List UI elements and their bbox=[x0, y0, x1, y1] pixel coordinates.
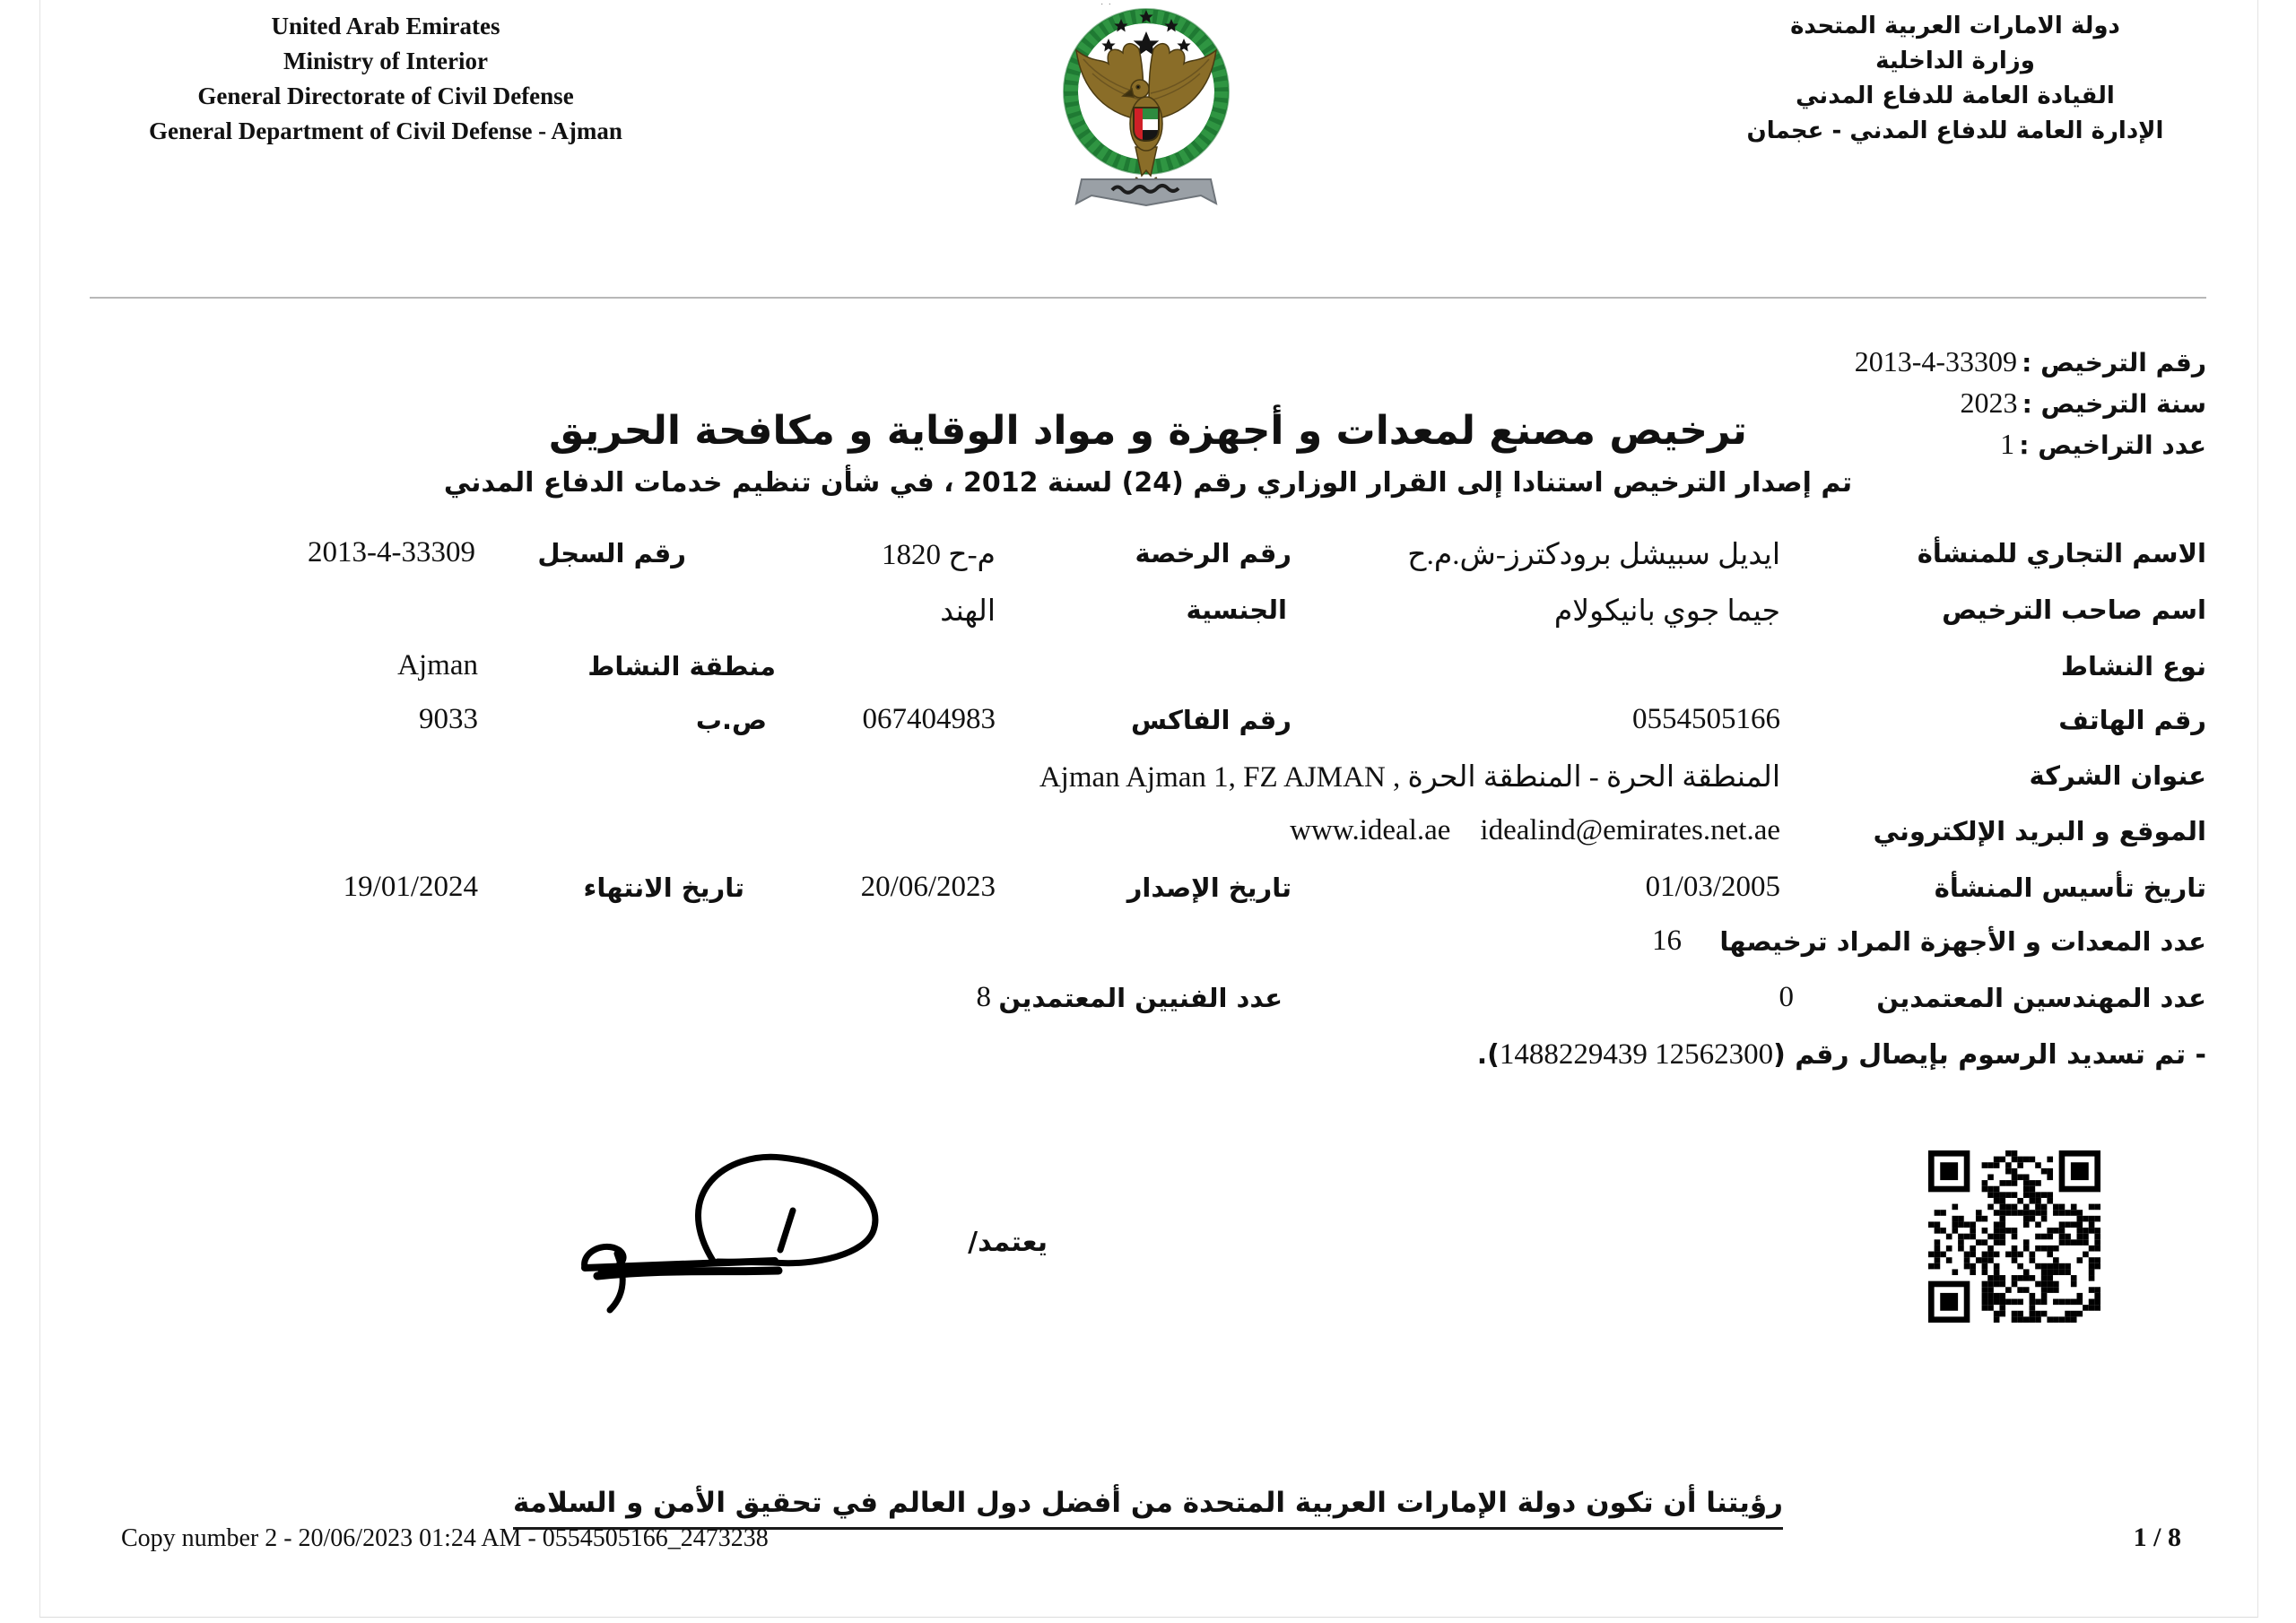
header-english-block bbox=[90, 9, 682, 149]
scan-page-edge bbox=[39, 0, 2258, 1618]
field-value-equipment-count: 16 bbox=[1652, 924, 1682, 957]
field-label-owner-name: اسم صاحب الترخيص bbox=[1942, 595, 2206, 625]
document-subtitle: تم إصدار الترخيص استنادا إلى القرار الوزاري رقم (24) لسنة 2012 ، في شأن تنظيم خدمات الدفاع المدني bbox=[443, 467, 1853, 499]
field-label-record-no: رقم السجل bbox=[537, 538, 686, 568]
field-value-website-email: www.ideal.ae idealind@emirates.net.ae bbox=[1290, 814, 1780, 846]
license-count-label: عدد التراخيص : bbox=[2019, 430, 2206, 460]
license-count-value: 1 bbox=[2000, 428, 2015, 460]
fee-note-prefix: - تم تسديد الرسوم بإيصال رقم ( bbox=[1773, 1039, 2206, 1071]
footer-page-indicator: 1 / 8 bbox=[2133, 1523, 2181, 1552]
handwritten-signature-icon bbox=[538, 1146, 1130, 1375]
field-value-phone: 0554505166 bbox=[1632, 703, 1780, 735]
field-label-po-box: ص.ب bbox=[695, 705, 767, 735]
vision-statement-wrap bbox=[90, 1487, 2206, 1530]
field-label-nationality: الجنسية bbox=[1186, 595, 1287, 625]
license-number-line bbox=[1855, 345, 2206, 378]
field-label-phone: رقم الهاتف bbox=[2058, 705, 2206, 735]
header-en-ministry: Ministry of Interior bbox=[283, 48, 488, 74]
field-value-nationality: الهند bbox=[940, 595, 996, 628]
field-value-license-no: م-ح 1820 bbox=[882, 539, 996, 571]
emblem-flag-shield bbox=[1134, 108, 1161, 143]
fee-note-suffix: ). bbox=[1476, 1039, 1500, 1071]
header-en-department: General Department of Civil Defense - Ajman bbox=[149, 117, 622, 144]
document-title: ترخيص مصنع لمعدات و أجهزة و مواد الوقاية و مكافحة الحريق bbox=[549, 408, 1747, 454]
vision-statement: رؤيتنا أن تكون دولة الإمارات العربية المتحدة من أفضل دول العالم في تحقيق الأمن و السلامة bbox=[513, 1487, 1783, 1530]
field-label-expiry-date: تاريخ الانتهاء bbox=[583, 872, 744, 903]
field-value-activity-area: Ajman bbox=[397, 649, 478, 681]
field-label-website-email: الموقع و البريد الإلكتروني bbox=[1873, 816, 2206, 846]
qr-code bbox=[1928, 1150, 2100, 1323]
field-label-activity-area: منطقة النشاط bbox=[587, 651, 776, 681]
footer-copy-line: Copy number 2 - 20/06/2023 01:24 AM - 0554505166_2473238 bbox=[121, 1524, 769, 1552]
field-label-company-address: عنوان الشركة bbox=[2029, 760, 2206, 791]
field-value-trade-name: ايديل سبيشل برودكترز-ش.م.ح bbox=[1407, 539, 1780, 571]
fee-receipt-note bbox=[1477, 1038, 2206, 1072]
field-label-activity-type: نوع النشاط bbox=[2060, 651, 2206, 681]
header-ar-directorate: القيادة العامة للدفاع المدني bbox=[1796, 82, 2115, 109]
field-value-owner-name: جيما جوي بانيكولام bbox=[1553, 595, 1780, 628]
field-value-expiry-date: 19/01/2024 bbox=[343, 871, 478, 903]
emblem-banner bbox=[1076, 179, 1216, 205]
header-ar-department: الإدارة العامة للدفاع المدني - عجمان bbox=[1746, 117, 2164, 144]
uae-moi-falcon-emblem-icon bbox=[1051, 4, 1241, 212]
header-ar-ministry: وزارة الداخلية bbox=[1875, 48, 2035, 74]
field-value-issue-date: 20/06/2023 bbox=[860, 871, 996, 903]
field-label-establish-date: تاريخ تأسيس المنشأة bbox=[1934, 872, 2206, 903]
field-value-company-address: المنطقة الحرة - المنطقة الحرة , Ajman Ajman 1, FZ AJMAN bbox=[1039, 761, 1780, 794]
header-separator bbox=[90, 297, 2206, 299]
field-label-fax: رقم الفاكس bbox=[1131, 705, 1292, 735]
field-label-license-no: رقم الرخصة bbox=[1135, 538, 1292, 568]
field-label-issue-date: تاريخ الإصدار bbox=[1126, 872, 1292, 903]
fee-receipt-number: 12562300 1488229439 bbox=[1499, 1038, 1774, 1071]
field-label-equipment-count: عدد المعدات و الأجهزة المراد ترخيصها bbox=[1719, 926, 2206, 957]
license-number-value: 2013-4-33309 bbox=[1854, 345, 2018, 378]
field-label-engineers-count: عدد المهندسين المعتمدين bbox=[1876, 983, 2206, 1013]
field-value-engineers-count: 0 bbox=[1779, 981, 1794, 1013]
license-year-value: 2023 bbox=[1960, 386, 2018, 419]
field-value-po-box: 9033 bbox=[419, 703, 478, 735]
field-value-fax: 067404983 bbox=[862, 703, 996, 735]
header-en-country: United Arab Emirates bbox=[271, 13, 500, 39]
field-label-trade-name: الاسم التجاري للمنشأة bbox=[1917, 538, 2206, 568]
license-year-label: سنة الترخيص : bbox=[2022, 389, 2206, 419]
approved-by-label: يعتمد/ bbox=[968, 1227, 1048, 1258]
field-value-record-no: 2013-4-33309 bbox=[308, 536, 475, 568]
header-ar-country: دولة الامارات العربية المتحدة bbox=[1790, 13, 2120, 39]
header-en-directorate: General Directorate of Civil Defense bbox=[197, 82, 574, 109]
field-value-establish-date: 01/03/2005 bbox=[1645, 871, 1780, 903]
license-number-label: رقم الترخيص : bbox=[2022, 348, 2206, 378]
header-arabic-block bbox=[1704, 9, 2206, 149]
field-value-technicians-count: 8 bbox=[976, 981, 991, 1013]
field-label-technicians-count: عدد الفنيين المعتمدين bbox=[998, 983, 1283, 1013]
